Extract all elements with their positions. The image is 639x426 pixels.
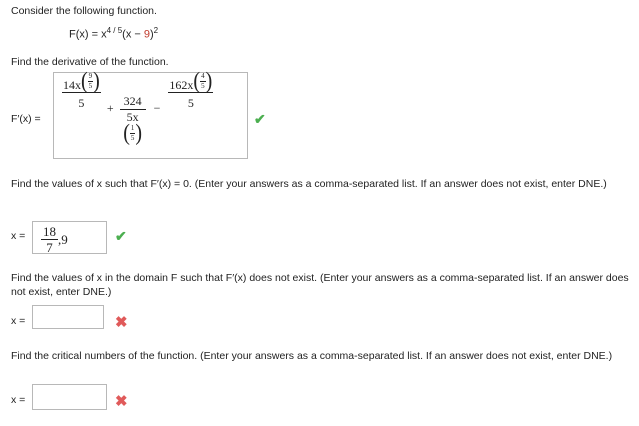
- check-icon: ✔: [254, 111, 266, 127]
- term1-den: 5: [78, 96, 85, 110]
- zeros-answer-box[interactable]: [32, 221, 107, 254]
- intro-text: Consider the following function.: [11, 5, 157, 17]
- function-mid: (x −: [122, 28, 144, 41]
- term3-den: 5: [187, 96, 194, 110]
- function-exponent: 4 / 5: [106, 26, 123, 35]
- term1-fraction: 14x ( $\frac{9}{5}$ ) 5: [63, 68, 100, 110]
- term1-exp-num: 9: [88, 71, 93, 80]
- term3-fraction: 162x ( $\frac{4}{5}$ ) 5: [169, 68, 213, 110]
- term2-exp-num: 1: [130, 123, 135, 132]
- function-lhs: F(x) = x: [69, 28, 107, 41]
- derivative-expression: [62, 68, 213, 146]
- q3-label: x =: [11, 315, 26, 327]
- function-highlight-value: 9: [143, 28, 150, 41]
- check-icon: ✔: [115, 228, 127, 244]
- term2-exp-den: 5: [130, 133, 135, 142]
- term2-num: 324: [120, 95, 146, 110]
- term3-exp-den: 5: [201, 81, 205, 90]
- zeros-fraction: [41, 225, 58, 254]
- term2-den: 5x: [126, 110, 139, 124]
- term2-fraction: 324 5x ( $\frac{1}{5}$ ): [120, 95, 146, 143]
- critical-numbers-input[interactable]: [32, 384, 107, 410]
- zeros-num: 18: [43, 224, 56, 239]
- function-square: 2: [153, 26, 159, 35]
- zeros-den: 7: [46, 240, 53, 255]
- function-rhs: ): [150, 28, 154, 41]
- q3-prompt: Find the values of x in the domain F such that F′(x) does not exist. (Enter your answers as a comma-separated list. If an answer does not exist, enter DNE.): [11, 272, 629, 298]
- term3-coef: 162x: [169, 78, 194, 92]
- q4-prompt: Find the critical numbers of the function. (Enter your answers as a comma-separated list. If an answer does not exist, enter DNE.): [11, 350, 613, 362]
- op-minus: −: [153, 101, 161, 115]
- term3-exp-num: 4: [201, 71, 205, 80]
- q2-prompt: Find the values of x such that F′(x) = 0. (Enter your answers as a comma-separated list. If an answer does not exist, enter DNE.): [11, 178, 607, 190]
- op-plus: +: [106, 101, 114, 115]
- x-mark-icon: ✖: [115, 314, 128, 331]
- q1-prompt: Find the derivative of the function.: [11, 56, 169, 68]
- function-definition: [69, 26, 158, 41]
- q1-label: F′(x) =: [11, 113, 41, 125]
- q4-label: x =: [11, 394, 26, 406]
- x-mark-icon: ✖: [115, 393, 128, 410]
- term1-coef: 14x: [63, 78, 81, 92]
- zeros-rest: ,9: [58, 231, 68, 247]
- dne-input[interactable]: [32, 305, 104, 329]
- term1-exp-den: 5: [88, 81, 93, 90]
- q2-label: x =: [11, 230, 26, 242]
- derivative-answer-box[interactable]: [53, 68, 248, 159]
